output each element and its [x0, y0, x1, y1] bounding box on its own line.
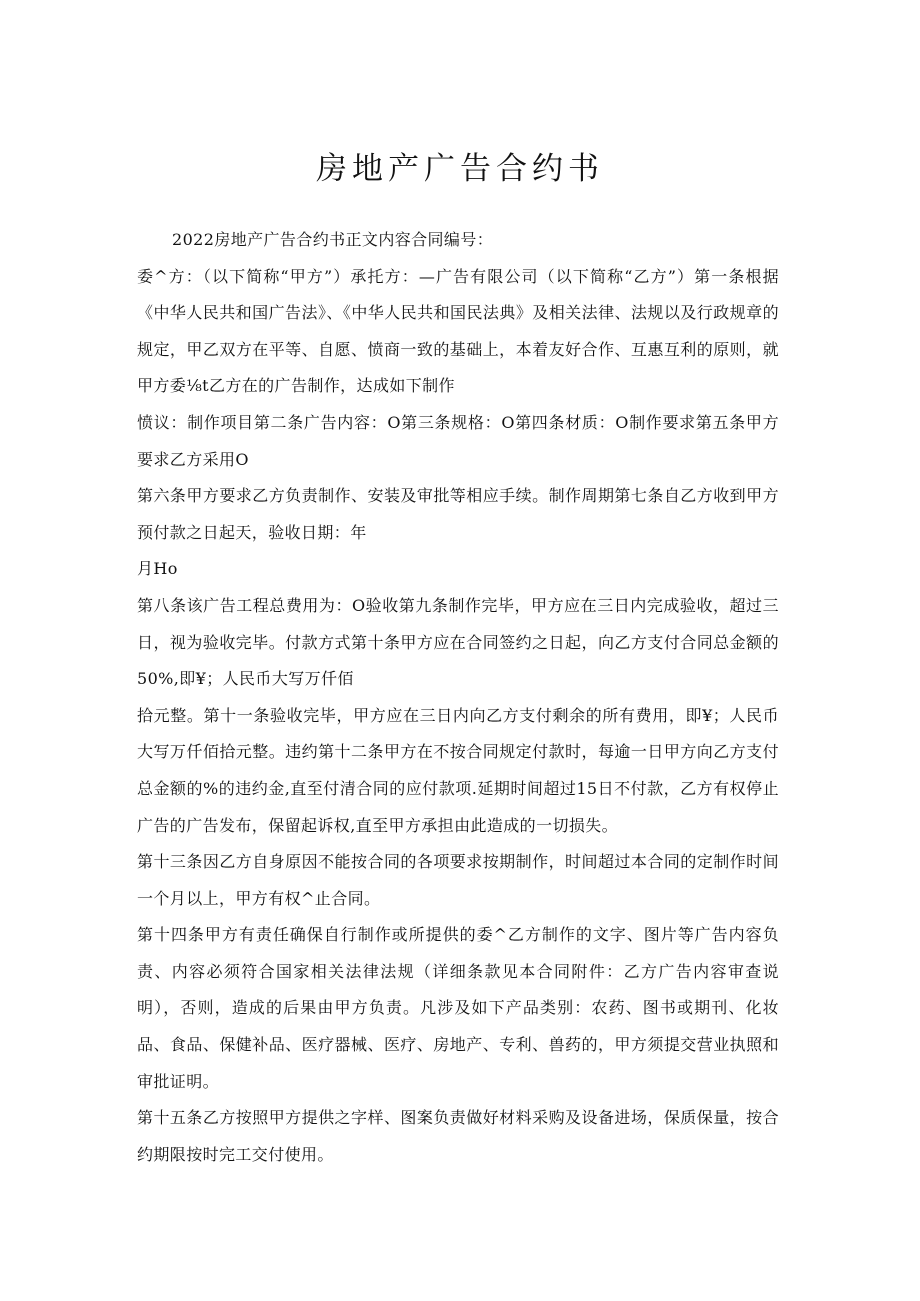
paragraph-articles-8-10: 第八条该广告工程总费用为：O验收第九条制作完毕，甲方应在三日内完成验收，超过三日，视为验收完毕。付款方式第十条甲方应在合同签约之日起，向乙方支付合同总金额的50%,即¥；人民币大写万仟佰 [137, 595, 779, 689]
paragraph-article-15: 第十五条乙方按照甲方提供之字样、图案负责做好材料采购及设备进场，保质保量，按合约期限按时完工交付使用。 [137, 1108, 779, 1164]
paragraph-articles-11-12: 拾元整。第十一条验收完毕，甲方应在三日内向乙方支付剩余的所有费用，即¥；人民币大写万仟佰拾元整。违约第十二条甲方在不按合同规定付款时，每逾一日甲方向乙方支付总金额的%的违约金,直至付清合同的应付款项.延期时间超过15日不付款，乙方有权停止广告的广告发布，保留起诉权,直至甲方承担由此造成的一切损失。 [137, 705, 779, 835]
paragraph-parties-article-1: 委^方：（以下简称“甲方”）承托方：—广告有限公司（以下简称“乙方”）第一条根据《中华人民共和国广告法》、《中华人民共和国民法典》及相关法律、法规以及行政规章的规定，甲乙双方在平等、自愿、愤商一致的基础上，本着友好合作、互惠互利的原则，就甲方委⅛t乙方在的广告制作，达成如下制作 [137, 266, 779, 396]
paragraph-articles-2-5: 愤议：制作项目第二条广告内容：O第三条规格：O第四条材质：O制作要求第五条甲方要求乙方采用O [137, 412, 779, 469]
paragraph-article-14: 第十四条甲方有责任确保自行制作或所提供的委^乙方制作的文字、图片等广告内容负责、内容必须符合国家相关法律法规（详细条款见本合同附件：乙方广告内容审查说明），否则，造成的后果由甲方负责。凡涉及如下产品类别：农药、图书或期刊、化妆品、食品、保健补品、医疗器械、医疗、房地产、专利、兽药的，甲方须提交营业执照和审批证明。 [137, 925, 779, 1091]
document-title: 房地产广告合约书 [316, 151, 604, 187]
paragraph-articles-6-7: 第六条甲方要求乙方负责制作、安装及审批等相应手续。制作周期第七条自乙方收到甲方预付款之日起天，验收日期：年 [137, 486, 779, 542]
paragraph-article-13: 第十三条因乙方自身原因不能按合同的各项要求按期制作，时间超过本合同的定制作时间一个月以上，甲方有权^止合同。 [137, 852, 779, 908]
document-body [137, 222, 779, 1173]
paragraph-date-fragment: 月Ho [137, 559, 178, 579]
contract-number-line: 2022房地产广告合约书正文内容合同编号： [172, 230, 494, 249]
